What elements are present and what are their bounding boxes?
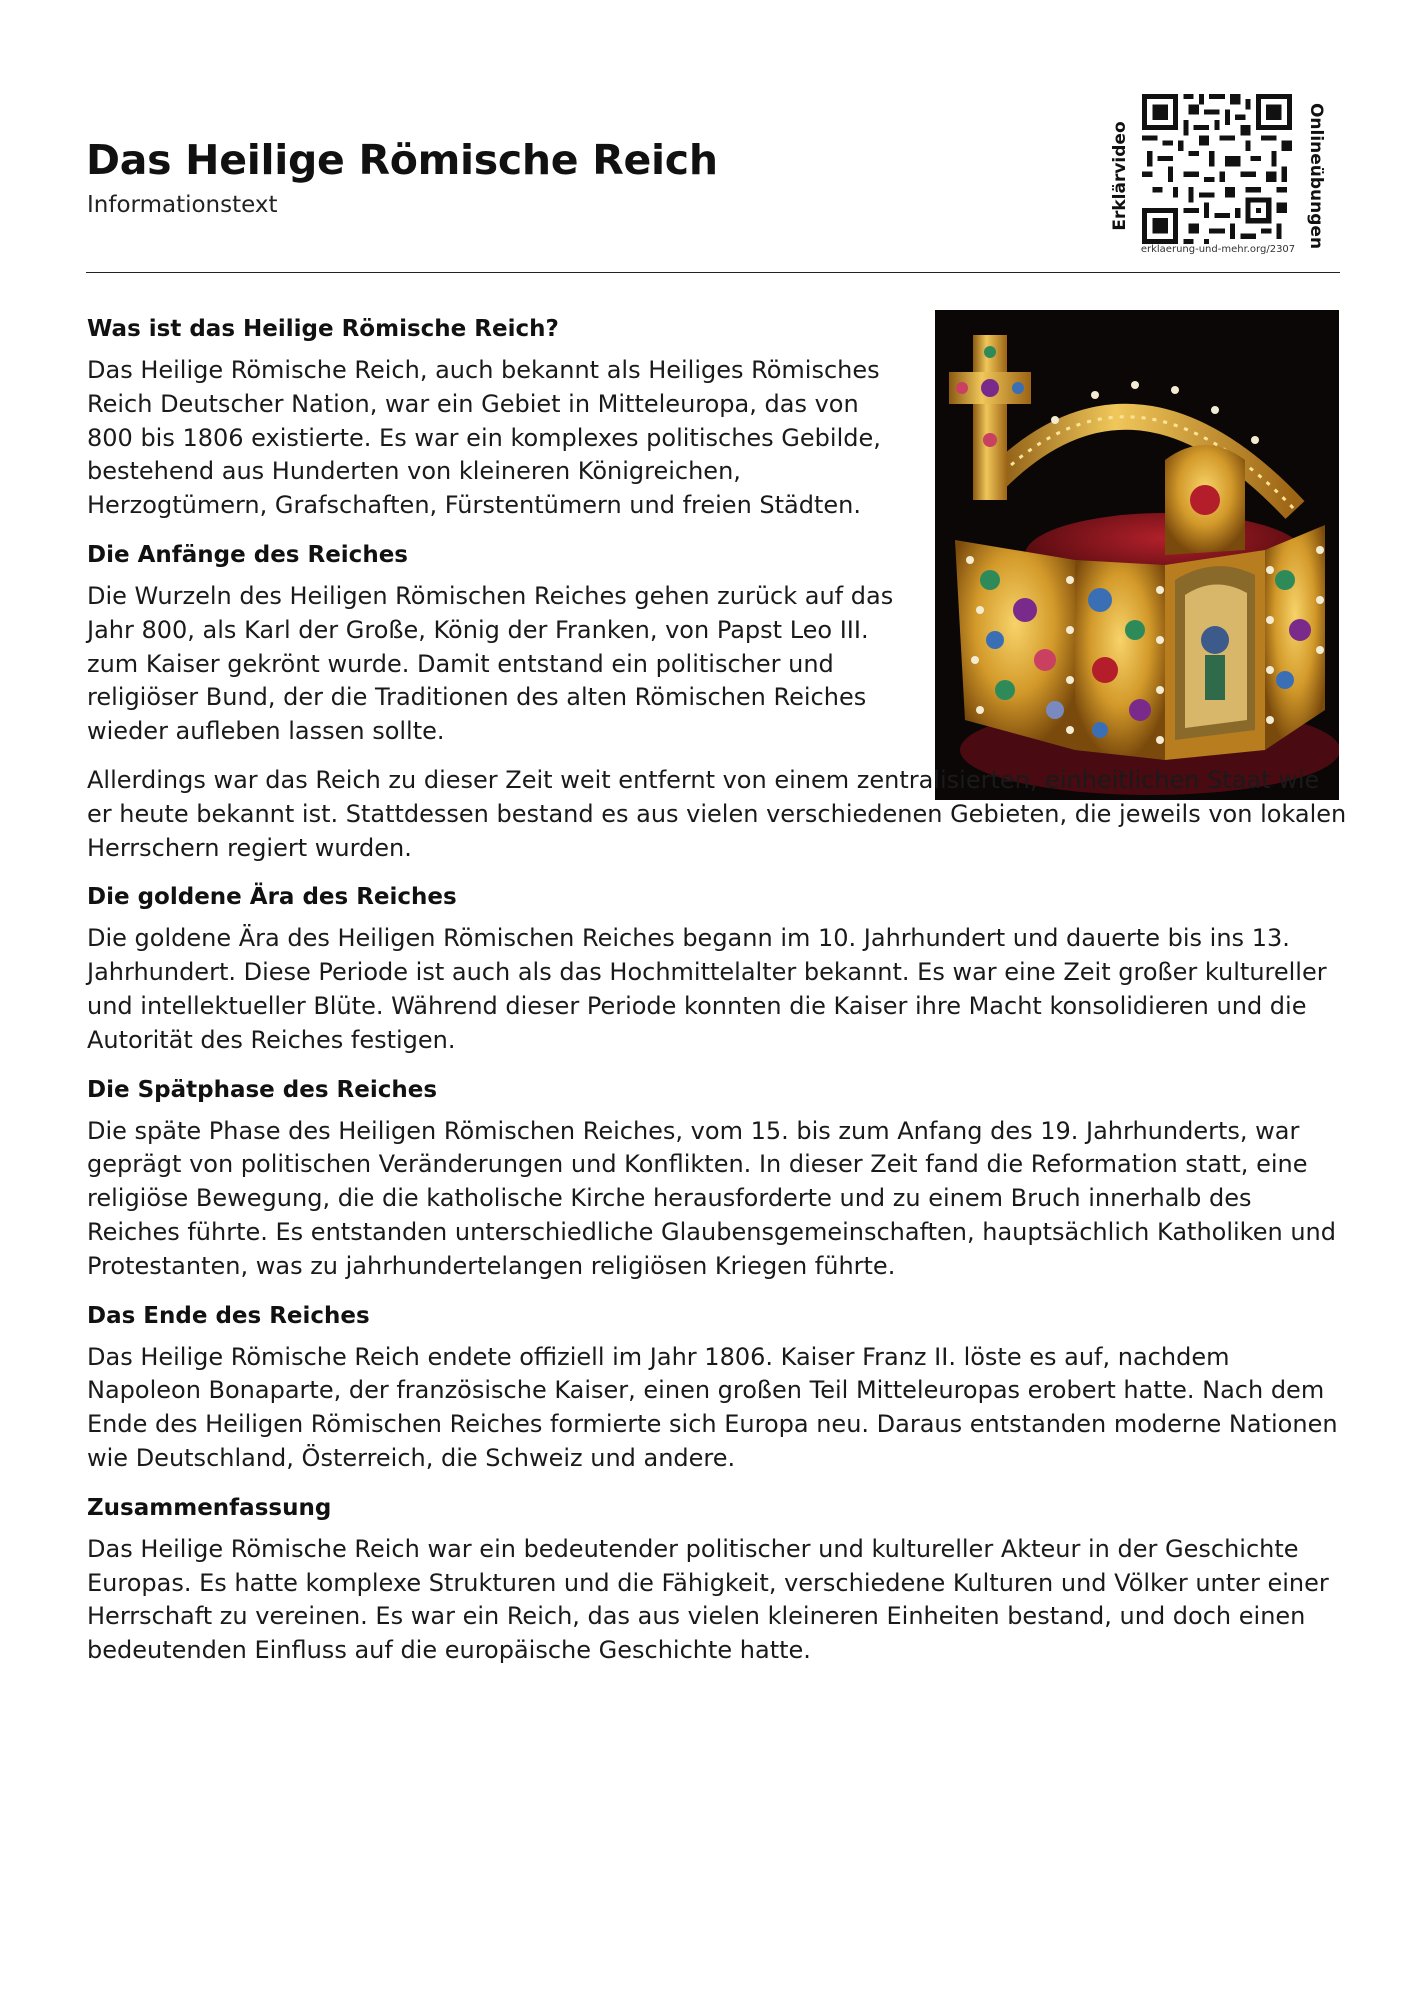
section-zusammenfassung [87,1491,1347,1668]
page-title: Das Heilige Römische Reich [86,136,718,184]
section-heading: Das Ende des Reiches [87,1302,370,1329]
section-paragraph: Die späte Phase des Heiligen Römischen Reiches, vom 15. bis zum Anfang des 19. Jahrhunderts, war geprägt von politischen Veränderungen und Konflikten. In dieser Zeit fand die Reformation statt, eine religiöse Bewegung, die die katholische Kirche herausforderte und zu einem Bruch innerhalb des Reiches führte. Es entstanden unterschiedliche Glaubensgemeinschaften, hauptsächlich Katholiken und Protestanten, was zu jahrhundertelangen religiösen Kriegen führte. [87,1116,1336,1280]
qr-left-label: Erklärvideo [1110,121,1130,231]
section-heading: Zusammenfassung [87,1494,332,1521]
section-heading: Die Spätphase des Reiches [87,1076,438,1103]
section-paragraph: Allerdings war das Reich zu dieser Zeit weit entfernt von einem zentralisierten, einheitlichen Staat wie er heute bekannt ist. Stattdessen bestand es aus vielen verschiedenen Gebieten, die jeweils von lokalen Herrschern regiert wurden. [87,765,1347,862]
section-was-ist [87,312,902,523]
section-heading: Die Anfänge des Reiches [87,541,408,568]
section-paragraph: Das Heilige Römische Reich war ein bedeutender politischer und kultureller Akteur in der Geschichte Europas. Es hatte komplexe Strukturen und die Fähigkeit, verschiedene Kulturen und Völker unter einer Herrschaft zu vereinen. Es war ein Reich, das aus vielen kleineren Einheiten bestand, und doch einen bedeutenden Einfluss auf die europäische Geschichte hatte. [87,1534,1329,1665]
section-paragraph: Die goldene Ära des Heiligen Römischen Reiches begann im 10. Jahrhundert und dauerte bis ins 13. Jahrhundert. Diese Periode ist auch als das Hochmittelalter bekannt. Es war eine Zeit großer kultureller und intellektueller Blüte. Während dieser Periode konnten die Kaiser ihre Macht konsolidieren und die Autorität des Reiches festigen. [87,924,1327,1054]
section-anfaenge [87,538,902,749]
section-heading: Was ist das Heilige Römische Reich? [87,316,559,342]
intro-column [87,312,902,749]
section-heading: Die goldene Ära des Reiches [87,884,457,911]
section-paragraph: Das Heilige Römische Reich, auch bekannt als Heiliges Römisches Reich Deutscher Nation, war ein Gebiet in Mitteleuropa, das von 800 bis 1806 existierte. Es war ein komplexes politisches Gebilde, bestehend aus Hunderten von kleineren Königreichen, Herzogtümern, Grafschaften, Fürstentümern und freien Städten. [87,356,881,520]
qr-right-label: Onlineübungen [1306,102,1326,250]
section-spaetphase [87,1073,1347,1284]
qr-code-icon[interactable] [1142,94,1292,244]
section-paragraph: Die Wurzeln des Heiligen Römischen Reiches gehen zurück auf das Jahr 800, als Karl der Große, König der Franken, von Papst Leo III. zum Kaiser gekrönt wurde. Damit entstand ein politischer und religiöser Bund, der die Traditionen des alten Römischen Reiches wieder aufleben lassen sollte. [87,581,894,746]
page-subtitle: Informationstext [87,192,278,218]
header-divider [86,272,1340,273]
qr-block [1098,92,1338,260]
section-goldene-aera [87,880,1347,1057]
article-body [87,312,1347,1683]
qr-url: erklaerung-und-mehr.org/2307 [1140,244,1296,255]
section-ende [87,1299,1347,1476]
section-paragraph: Das Heilige Römische Reich endete offiziell im Jahr 1806. Kaiser Franz II. löste es auf, nachdem Napoleon Bonaparte, der französische Kaiser, einen großen Teil Mitteleuropas erobert hatte. Nach dem Ende des Heiligen Römischen Reiches formierte sich Europa neu. Daraus entstanden moderne Nationen wie Deutschland, Österreich, die Schweiz und andere. [87,1342,1338,1472]
